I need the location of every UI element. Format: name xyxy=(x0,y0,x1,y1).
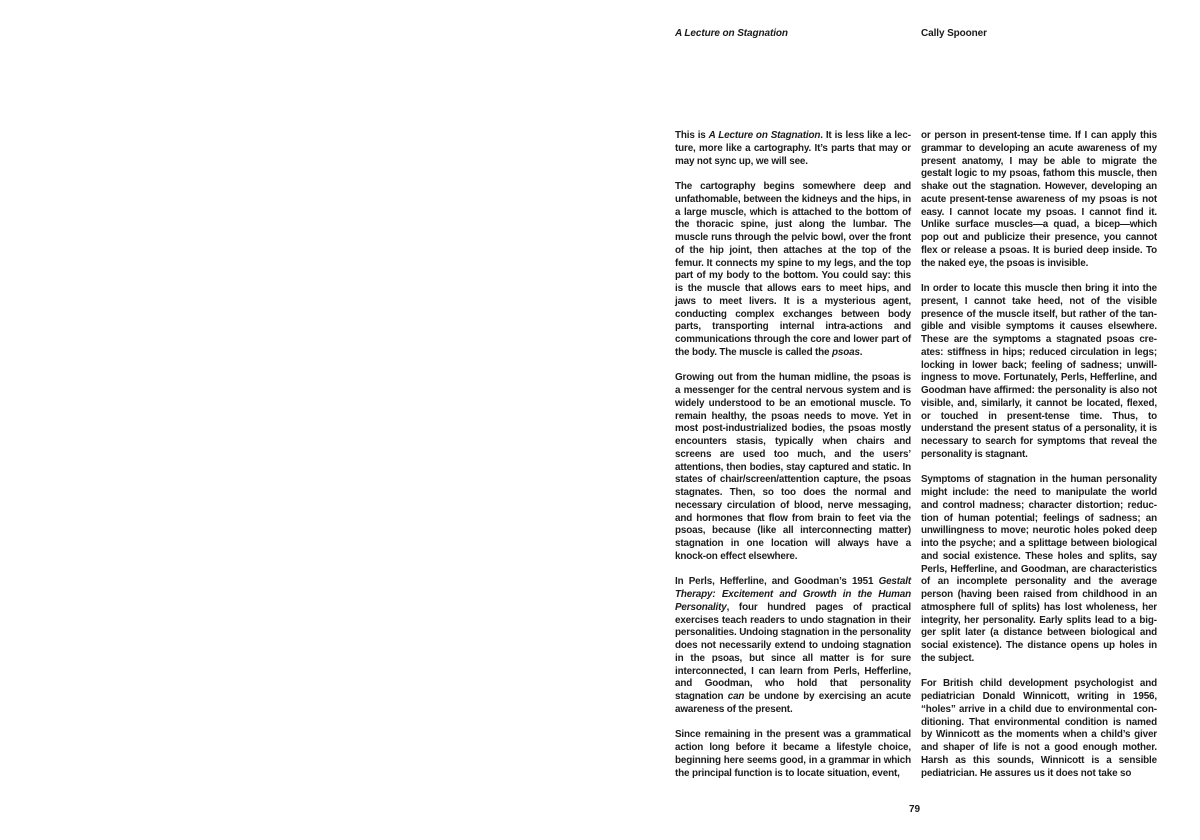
text-run: Since remaining in the present was a grammatical action long before it became a lifestyle choice, beginning here seems good, in a grammar in which the principal function is to locate situation, event, xyxy=(675,729,911,779)
text-run: Growing out from the human midline, the psoas is a messenger for the central nervous system and is widely understood to be an emotional muscle. To remain healthy, the psoas needs to move. Yet in most post-industrialized bodies, the psoas mostly encounters stasis, typically when chairs and screens are used too much, and the users’ attentions, then bodies, stay captured and static. In states of chair/screen/attention capture, the psoas stagnates. Then, so too does the normal and necessary circulation of blood, nerve messaging, and hormones that flow from brain to feet via the psoas, because (like all interconnecting matter) stagnation in one location will always have a knock-on effect elsewhere. xyxy=(675,372,911,562)
text-run: , four hundred pages of practical exercises teach readers to undo stagnation in their personalities. Undoing stagnation in the personality does not necessarily extend to undoing stagnation in the psoas, but since all matter is for sure interconnected, I can learn from Perls, Hefferline, and Goodman, who hold that personality stagnation xyxy=(675,601,911,702)
text-run: The cartography begins somewhere deep and unfathomable, between the kidneys and the hips, in a large muscle, which is attached to the bottom of the thoracic spine, just along the lumbar. The muscle runs through the pelvic bowl, over the front of the hip joint, then attaches at the top of the femur. It connects my spine to my legs, and the top part of my body to the bottom. You could say: this is the muscle that allows ears to meet hips, and jaws to meet livers. It is a mysterious agent, conducting complex exchanges between body parts, transporting internal intra-actions and communications through the core and lower part of the body. The muscle is called the xyxy=(675,181,911,358)
paragraph xyxy=(675,130,911,168)
paragraph xyxy=(675,576,911,716)
text-run: . It is less like a lecture, more like a cartography. It’s parts that may or may not sync up, we will see. xyxy=(675,130,911,167)
paragraph xyxy=(921,283,1157,462)
text-run: In order to locate this muscle then bring it into the present, I cannot take heed, not of the visible presence of the muscle itself, but rather of the tangible and visible symptoms it causes elsewhere. These are the symptoms a stagnated psoas creates: stiffness in hips; reduced circulation in legs; locking in lower back; feeling of sadness; unwillingness to move. Fortunately, Perls, Hefferline, and Goodman have affirmed: the personality is also not visible, and, similarly, it cannot be located, flexed, or touched in present-tense time. Thus, to understand the present status of a personality, it is necessary to search for symptoms that reveal the personality is stagnant. xyxy=(921,283,1157,460)
text-run: This is xyxy=(675,130,709,141)
text-column-right xyxy=(921,130,1157,793)
italic-title-run: A Lecture on Stagnation xyxy=(708,130,821,141)
italic-term-run: psoas xyxy=(832,346,860,358)
italic-book-title-run: Gestalt Therapy: Excitement and Growth in the Human Personality xyxy=(675,576,911,613)
running-head-title: A Lecture on Stagnation xyxy=(675,28,788,39)
text-run: be undone by exercising an acute awareness of the present. xyxy=(675,691,911,715)
page-number: 79 xyxy=(909,804,921,815)
paragraph xyxy=(675,372,911,563)
right-page xyxy=(600,0,1200,840)
paragraph xyxy=(675,729,911,780)
italic-emphasis-run: can xyxy=(727,691,745,702)
text-run: For British child development psychologist and pediatrician Donald Winnicott, writing in 1956, “holes” arrive in a child due to environmental conditioning. That environmental condition is named by Winnicott as the moments when a child’s giver and shaper of life is not a good enough mother. Harsh as this sounds, Winnicott is a sensible pediatrician. He assures us it does not take so xyxy=(921,678,1157,779)
text-run: . xyxy=(859,346,863,358)
running-head-author: Cally Spooner xyxy=(921,28,987,39)
paragraph xyxy=(675,181,911,360)
text-run: or person in present-tense time. If I can apply this grammar to developing an acute awareness of my present anatomy, I may be able to migrate the gestalt logic to my psoas, fathom this muscle, then shake out the stagnation. However, developing an acute present-tense awareness of my psoas is not easy. I cannot locate my psoas. I cannot find it. Unlike surface muscles—a quad, a bicep—which pop out and publicize their presence, you cannot flex or release a psoas. It is buried deep inside. To the naked eye, the psoas is invisible. xyxy=(921,130,1157,269)
paragraph xyxy=(921,678,1157,780)
paragraph xyxy=(921,130,1157,270)
text-run: Symptoms of stagnation in the human personality might include: the need to manipulate the world and control madness; character distortion; reduction of human potential; feelings of sadness; an unwillingness to move; neurotic holes poked deep into the psyche; and a splittage between biological and social existence. These holes and splits, say Perls, Hefferline, and Goodman, are characteristics of an incomplete personality and the average person (having been raised from childhood in an atmosphere full of splits) has lost wholeness, her integrity, her personality. Early splits lead to a bigger split later (a distance between biological and social existence). The distance opens up holes in the subject. xyxy=(921,474,1157,664)
text-run: In Perls, Hefferline, and Goodman’s 1951 xyxy=(675,576,879,588)
text-column-left xyxy=(675,130,911,793)
paragraph xyxy=(921,474,1157,665)
